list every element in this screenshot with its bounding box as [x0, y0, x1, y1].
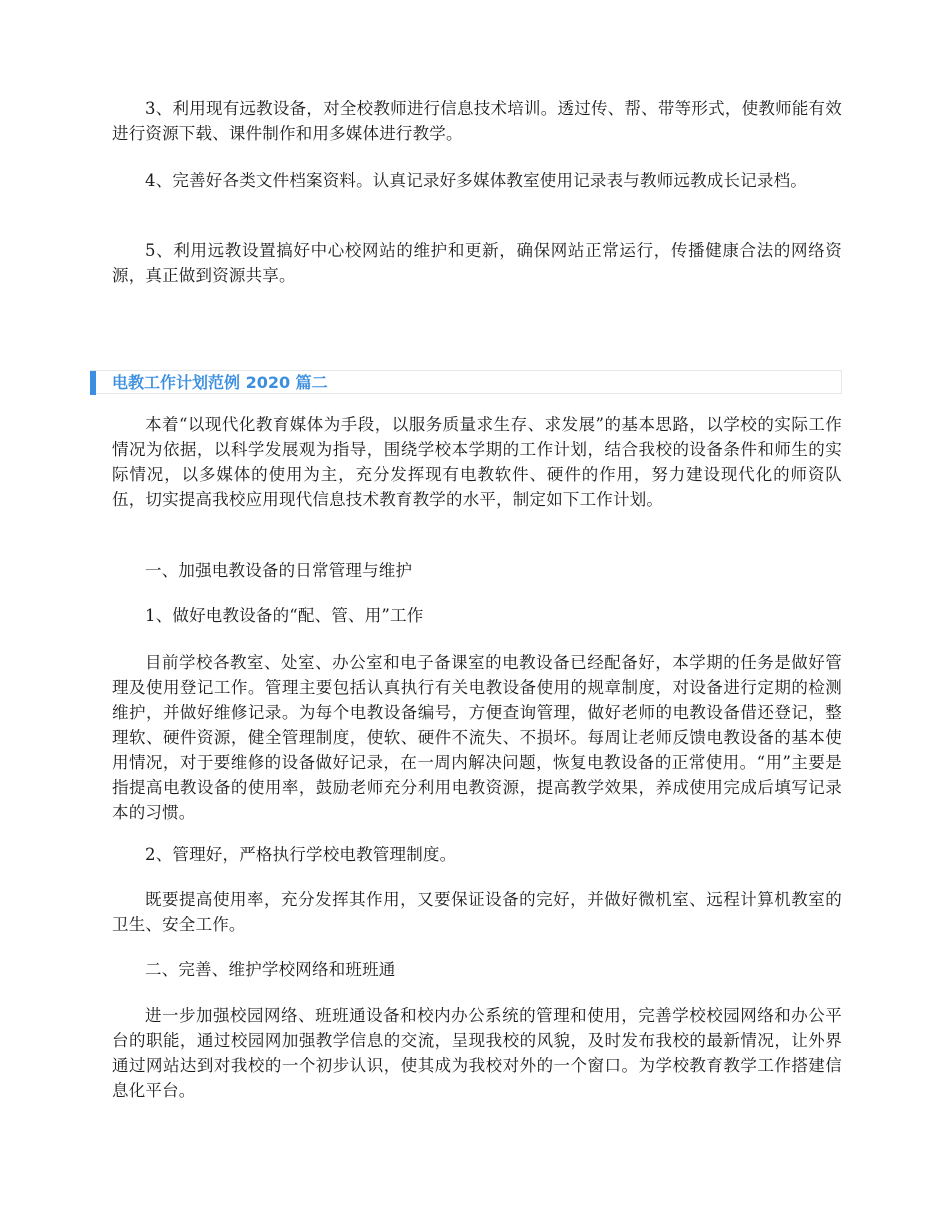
- paragraph-item-5: 5、利用远教设置搞好中心校网站的维护和更新，确保网站正常运行，传播健康合法的网络资源，真正做到资源共享。: [112, 241, 842, 285]
- subheading-one: 一、加强电教设备的日常管理与维护: [145, 561, 413, 580]
- section-heading: [90, 370, 842, 394]
- network-paragraph: 进一步加强校园网络、班班通设备和校内办公系统的管理和使用，完善学校校园网络和办公平台的职能，通过校园网加强教学信息的交流，呈现我校的风貌，及时发布我校的最新情况，让外界通过网站达到对我校的一个初步认识，使其成为我校对外的一个窗口。为学校教育教学工作搭建信息化平台。: [112, 1006, 842, 1100]
- section-title: 电教工作计划范例 2020 篇二: [112, 373, 328, 392]
- subheading-one-item-2: 2、管理好，严格执行学校电教管理制度。: [145, 845, 457, 864]
- paragraph-item-3: 3、利用现有远教设备，对全校教师进行信息技术培训。透过传、帮、带等形式，使教师能有效进行资源下载、课件制作和用多媒体进行教学。: [112, 99, 842, 143]
- management-paragraph: 目前学校各教室、处室、办公室和电子备课室的电教设备已经配备好，本学期的任务是做好管理及使用登记工作。管理主要包括认真执行有关电教设备使用的规章制度，对设备进行定期的检测维护，并做好维修记录。为每个电教设备编号，方便查询管理，做好老师的电教设备借还登记，整理软、硬件资源，健全管理制度，使软、硬件不流失、不损坏。每周让老师反馈电教设备的基本使用情况，对于要维修的设备做好记录，在一周内解决问题，恢复电教设备的正常使用。“用”主要是指提高电教设备的使用率，鼓励老师充分利用电教资源，提高教学效果，养成使用完成后填写记录本的习惯。: [112, 653, 842, 822]
- usage-paragraph: 既要提高使用率，充分发挥其作用，又要保证设备的完好，并做好微机室、远程计算机教室的卫生、安全工作。: [112, 890, 842, 934]
- subheading-two: 二、完善、维护学校网络和班班通: [145, 960, 396, 979]
- subheading-one-item-1: 1、做好电教设备的“配、管、用”工作: [145, 606, 424, 625]
- intro-paragraph: 本着“以现代化教育媒体为手段，以服务质量求生存、求发展”的基本思路，以学校的实际工作情况为依据，以科学发展观为指导，围绕学校本学期的工作计划，结合我校的设备条件和师生的实际情况，以多媒体的使用为主，充分发挥现有电教软件、硬件的作用，努力建设现代化的师资队伍，切实提高我校应用现代信息技术教育教学的水平，制定如下工作计划。: [112, 415, 842, 509]
- heading-accent-bar: [90, 371, 96, 395]
- paragraph-item-4: 4、完善好各类文件档案资料。认真记录好多媒体教室使用记录表与教师远教成长记录档。: [145, 171, 807, 190]
